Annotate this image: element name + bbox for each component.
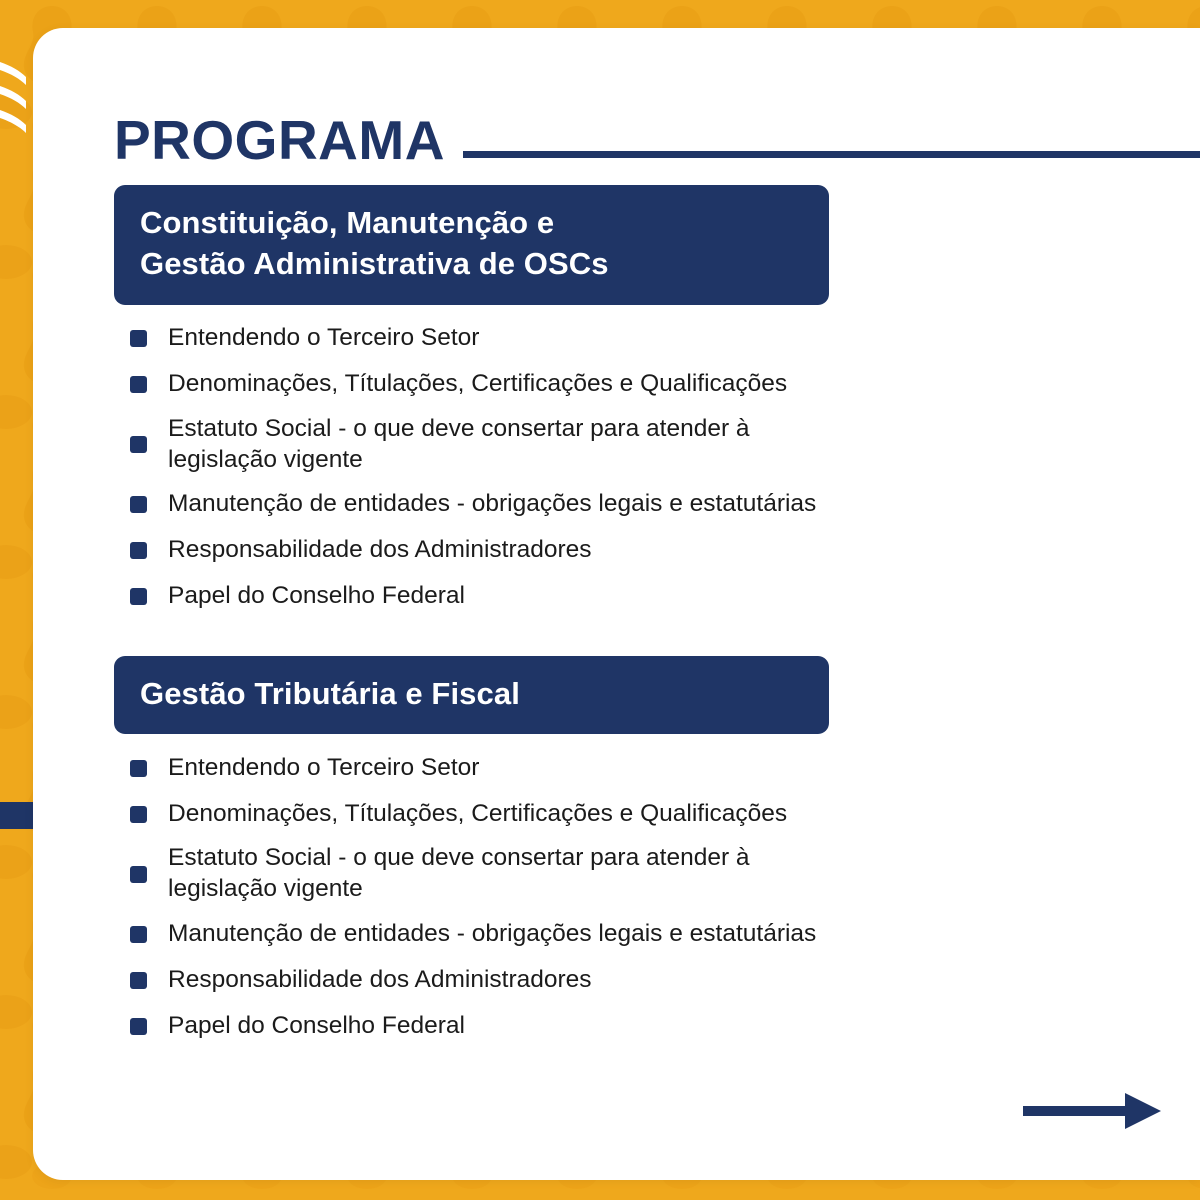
list-item-label: Papel do Conselho Federal xyxy=(168,582,465,610)
section-spacer xyxy=(114,626,1164,656)
bullet-square-icon xyxy=(130,496,147,513)
bullet-square-icon xyxy=(130,376,147,393)
list-item-label: Responsabilidade dos Administradores xyxy=(168,965,592,993)
list-item xyxy=(114,917,1164,951)
section-header-line-1: Constituição, Manutenção e xyxy=(140,205,555,240)
list-item xyxy=(114,414,1164,476)
list-item xyxy=(114,534,1164,568)
section-header-line-1: Gestão Tributária e Fiscal xyxy=(140,675,520,711)
left-edge-accent-tab xyxy=(0,802,34,829)
title-row xyxy=(114,100,1200,180)
list-item xyxy=(114,843,1164,905)
bullet-square-icon xyxy=(130,588,147,605)
bullet-square-icon xyxy=(130,972,147,989)
list-item-label: Entendendo o Terceiro Setor xyxy=(168,754,480,781)
arrow-right-icon[interactable] xyxy=(1023,1089,1163,1133)
list-item xyxy=(114,797,1164,831)
bullet-square-icon xyxy=(130,542,147,559)
bullet-square-icon xyxy=(130,806,147,823)
list-item xyxy=(114,1009,1164,1043)
list-item xyxy=(114,580,1164,614)
bullet-square-icon xyxy=(130,926,147,943)
page-title: PROGRAMA xyxy=(114,108,445,171)
list-item xyxy=(114,368,1164,402)
bullet-square-icon xyxy=(130,330,147,347)
bullet-square-icon xyxy=(130,760,147,777)
list-item-label: Entendendo o Terceiro Setor xyxy=(168,324,480,352)
bullet-square-icon xyxy=(130,1018,147,1035)
section-bullet-list xyxy=(114,751,1164,1043)
bullet-square-icon xyxy=(130,436,147,453)
list-item-label: Manutenção de entidades - obrigações legais e estatutárias xyxy=(168,919,817,947)
section-bullet-list xyxy=(114,322,1164,614)
list-item xyxy=(114,963,1164,997)
list-item-label: Manutenção de entidades - obrigações legais e estatutárias xyxy=(168,490,817,518)
list-item xyxy=(114,751,1164,785)
section-header xyxy=(114,656,829,735)
section-header-line-2: Gestão Administrativa de OSCs xyxy=(140,245,609,281)
list-item-label: Denominações, Títulações, Certificações e Qualificações xyxy=(168,370,788,398)
slide-card xyxy=(33,28,1200,1180)
program-section xyxy=(114,185,1164,614)
program-content xyxy=(114,185,1164,1055)
list-item xyxy=(114,488,1164,522)
section-header xyxy=(114,185,829,305)
program-section xyxy=(114,656,1164,1044)
list-item-label: Denominações, Títulações, Certificações e Qualificações xyxy=(168,800,788,827)
bullet-square-icon xyxy=(130,866,147,883)
list-item-label: Estatuto Social - o que deve consertar para atender à legislação vigente xyxy=(168,844,750,903)
list-item-label: Estatuto Social - o que deve consertar para atender à legislação vigente xyxy=(168,414,750,473)
list-item-label: Papel do Conselho Federal xyxy=(168,1011,465,1039)
list-item xyxy=(114,322,1164,356)
list-item-label: Responsabilidade dos Administradores xyxy=(168,536,592,564)
title-underline-rule xyxy=(463,151,1200,158)
